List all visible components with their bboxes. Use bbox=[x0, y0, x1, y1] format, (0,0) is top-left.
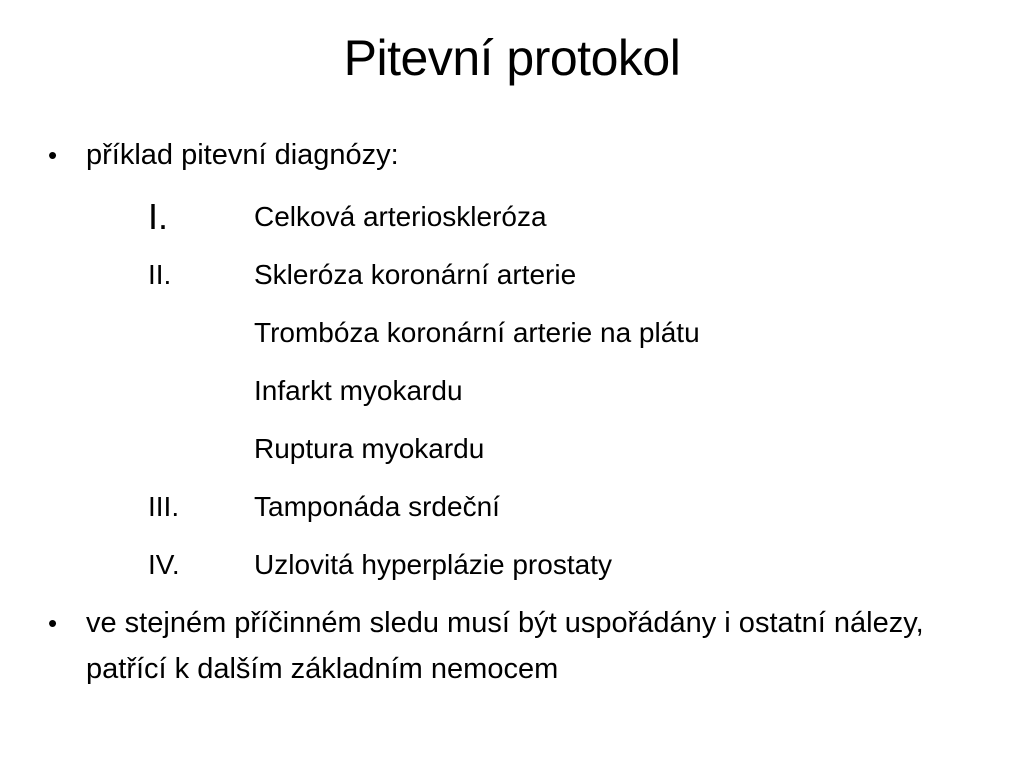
diagnosis-text: Skleróza koronární arterie bbox=[254, 259, 577, 290]
bullet-glyph: • bbox=[48, 608, 58, 638]
diagnosis-number: IV. bbox=[148, 549, 180, 580]
bullet-glyph: • bbox=[48, 140, 58, 170]
diagnosis-number: I. bbox=[148, 196, 169, 237]
diagnosis-text: Ruptura myokardu bbox=[254, 433, 485, 464]
bullet-item bbox=[48, 132, 968, 178]
diagnosis-number: II. bbox=[148, 259, 172, 290]
diagnosis-item bbox=[148, 188, 968, 246]
diagnosis-text: Celková arterioskleróza bbox=[254, 201, 547, 232]
diagnosis-number: III. bbox=[148, 491, 180, 522]
slide-title: Pitevní protokol bbox=[343, 30, 681, 86]
diagnosis-item bbox=[148, 478, 968, 536]
diagnosis-text: Tamponáda srdeční bbox=[254, 491, 500, 522]
diagnosis-item bbox=[148, 304, 968, 362]
bullet-text: ve stejném příčinném sledu musí být uspořádány i ostatní nálezy, patřící k dalším základním nemocem bbox=[86, 607, 924, 685]
bullet-item bbox=[48, 600, 948, 692]
diagnosis-text: Infarkt myokardu bbox=[254, 375, 463, 406]
diagnosis-text: Uzlovitá hyperplázie prostaty bbox=[254, 549, 612, 580]
bullet-text: příklad pitevní diagnózy: bbox=[86, 139, 399, 171]
diagnosis-text: Trombóza koronární arterie na plátu bbox=[254, 317, 700, 348]
diagnosis-item bbox=[148, 536, 968, 594]
diagnosis-list bbox=[148, 188, 968, 594]
diagnosis-item bbox=[148, 246, 968, 304]
diagnosis-item bbox=[148, 420, 968, 478]
diagnosis-item bbox=[148, 362, 968, 420]
